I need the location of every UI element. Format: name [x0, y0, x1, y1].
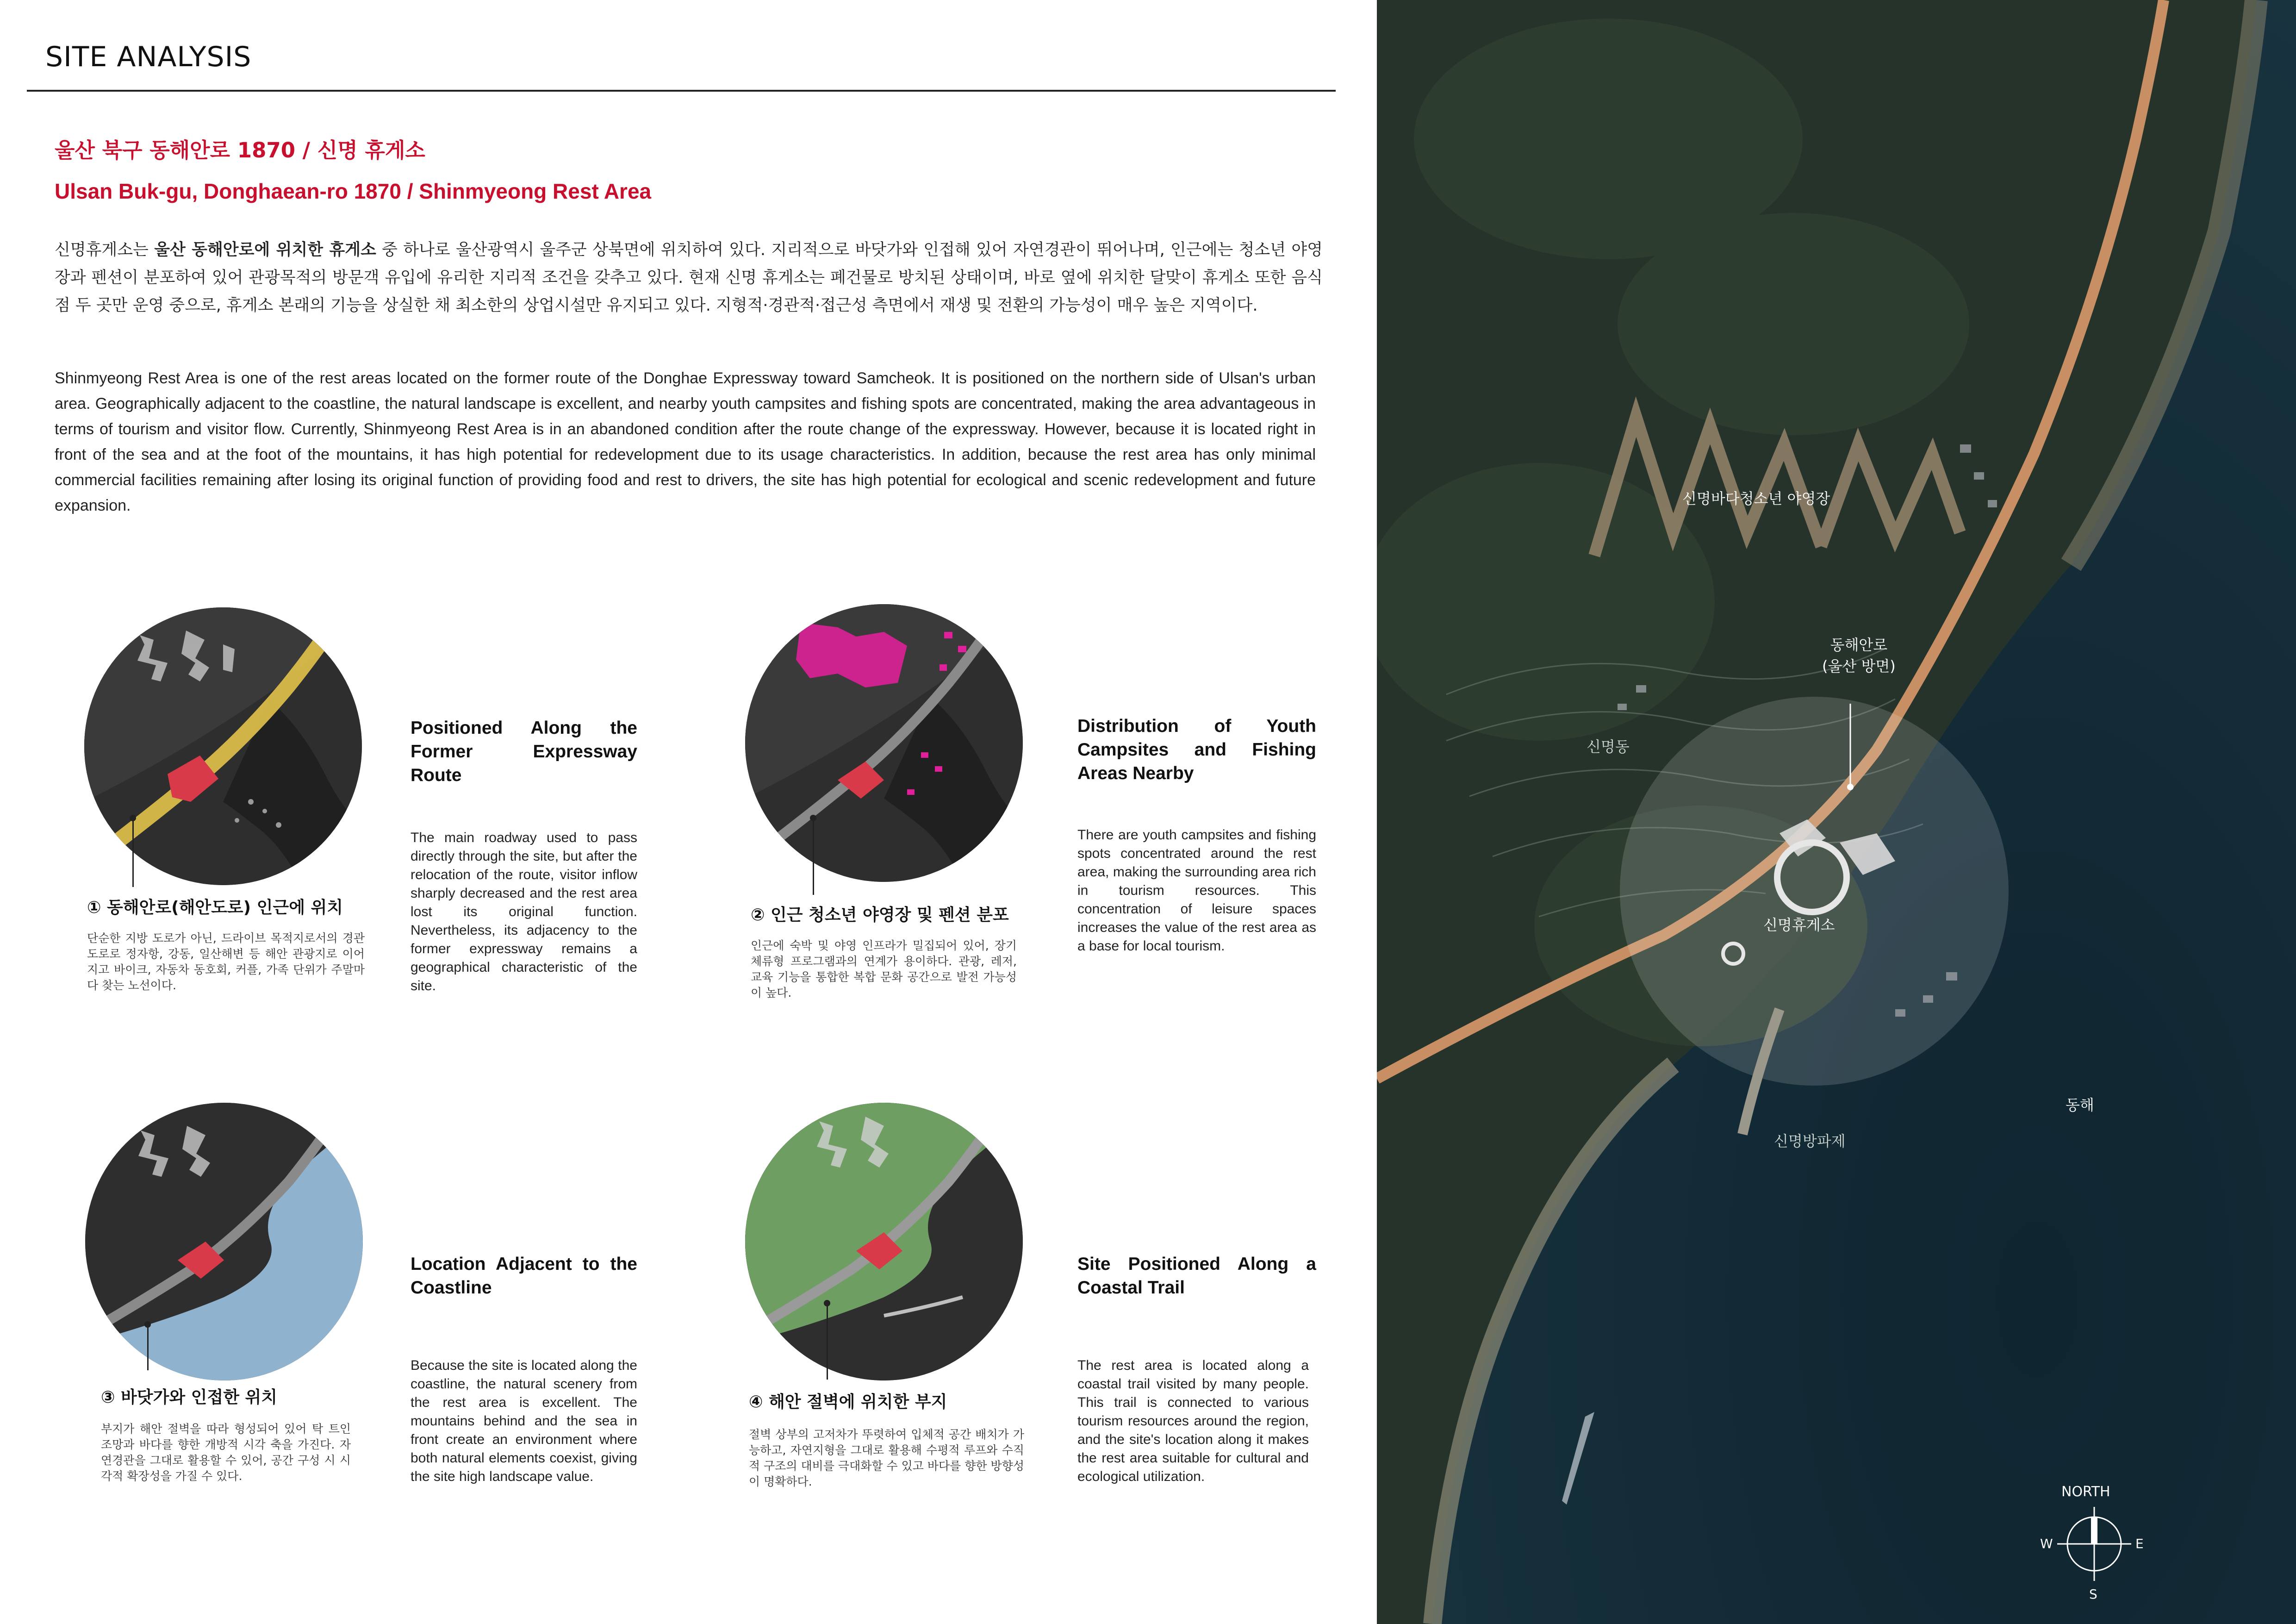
- map-label-road: [1822, 633, 1896, 676]
- analysis-map-1-graphic: [84, 607, 362, 885]
- analysis-2-leader: [813, 818, 814, 895]
- analysis-3-leader: [147, 1324, 149, 1370]
- analysis-map-3: [85, 1103, 363, 1380]
- site-map: [1377, 0, 2296, 1624]
- intro-korean-rest: 중 하나로 울산광역시 울주군 상북면에 위치하여 있다. 지리적으로 바닷가와 인접해 있어 자연경관이 뛰어나며, 인근에는 청소년 야영장과 펜션이 분포하여 있어 관광목적의 방문객 유입에 유리한 지리적 조건을 갖추고 있다. 현재 신명 휴게소는 폐건물로 방치된 상태이며, 바로 옆에 위치한 달맞이 휴게소 또한 음식점 두 곳만 운영 중으로, 휴게소 본래의 기능을 상실한 채 최소한의 상업시설만 유지되고 있다. 지형적·경관적·접근성 측면에서 재생 및 전환의 가능성이 매우 높은 지역이다.: [55, 241, 1323, 315]
- analysis-1-caption-desc: 단순한 지방 도로가 아닌, 드라이브 목적지로서의 경관 도로로 정자항, 강동, 일산해변 등 해안 관광지로 이어지고 바이크, 자동차 동호회, 커플, 가족 단위가 주말마다 찾는 노선이다.: [87, 931, 365, 992]
- analysis-map-1: [84, 607, 362, 885]
- analysis-3-caption-desc: 부지가 해안 절벽을 따라 형성되어 있어 탁 트인 조망과 바다를 향한 개방적 시각 축을 가진다. 자연경관을 그대로 활용할 수 있어, 공간 구성 시 시각적 확장성을 가질 수 있다.: [101, 1422, 351, 1483]
- compass-south-label: S: [2089, 1587, 2097, 1602]
- analysis-4-body: The rest area is located along a coastal trail visited by many people. This trail is connected to various tourism resources around the region, and the site's location along it makes the rest area suitable for cultural and ecological utilization.: [1077, 1358, 1309, 1484]
- analysis-2-heading: Distribution of Youth Campsites and Fishing Areas Nearby: [1077, 716, 1316, 783]
- analysis-map-4-graphic: [745, 1103, 1023, 1380]
- map-label-sea: 동해: [2066, 1096, 2094, 1114]
- analysis-4-leader-dot: [824, 1300, 830, 1306]
- map-label-road-direction: (울산 방면): [1822, 657, 1896, 675]
- site-map-graphic: [1377, 0, 2296, 1624]
- analysis-1-heading: Positioned Along the Former Expressway Route: [411, 718, 637, 785]
- compass-west-label: W: [2040, 1536, 2053, 1551]
- compass-east-label: E: [2135, 1536, 2144, 1551]
- analysis-4-caption-desc: 절벽 상부의 고저차가 뚜렷하여 입체적 공간 배치가 가능하고, 자연지형을 그대로 활용해 수평적 루프와 수직적 구조의 대비를 극대화할 수 있고 바다를 향한 방향성이 명확하다.: [749, 1428, 1024, 1488]
- analysis-3-caption: ③ 바닷가와 인접한 위치: [101, 1388, 278, 1407]
- analysis-1-body: The main roadway used to pass directly through the site, but after the relocation of the route, visitor inflow sharply decreased and the rest area lost its original function. Nevertheless, its adjacency to the former expressway remains a geographical characteristic of the site.: [411, 830, 637, 993]
- analysis-1-caption: ① 동해안로(해안도로) 인근에 위치: [87, 898, 343, 917]
- analysis-3-heading: Location Adjacent to the Coastline: [411, 1254, 637, 1298]
- intro-korean: [55, 236, 1323, 319]
- analysis-map-2: [745, 604, 1023, 882]
- analysis-2-body: There are youth campsites and fishing spots concentrated around the rest area, making the surrounding area rich in tourism resources. This concentration of leisure spaces increases the value of the rest area as a base for local tourism.: [1077, 827, 1316, 954]
- analysis-4-heading: Site Positioned Along a Coastal Trail: [1077, 1254, 1316, 1298]
- intro-english: Shinmyeong Rest Area is one of the rest areas located on the former route of the Donghae Expressway toward Samcheok. It is positioned on the northern side of Ulsan's urban area. Geographically adjacent to the coastline, the natural landscape is excellent, and nearby youth campsites and fishing spots are concentrated, making the area advantageous in terms of tourism and visitor flow. Currently, Shinmyeong Rest Area is in an abandoned condition after the route change of the expressway. However, because it is located right in front of the sea and at the foot of the mountains, it has high potential for redevelopment due to its usage characteristics. In addition, because the rest area has only minimal commercial facilities remaining after losing its original function of providing food and rest to drivers, the site has high potential for ecological and scenic redevelopment and future expansion.: [55, 369, 1316, 514]
- analysis-2-caption-desc: 인근에 숙박 및 야영 인프라가 밀집되어 있어, 장기 체류형 프로그램과의 연계가 용이하다. 관광, 레저, 교육 기능을 통합한 복합 문화 공간으로 발전 가능성이 높다.: [751, 939, 1017, 999]
- analysis-1-leader-dot: [130, 815, 136, 821]
- address-english: Ulsan Buk-gu, Donghaean-ro 1870 / Shinmyeong Rest Area: [55, 179, 652, 203]
- analysis-2-caption: ② 인근 청소년 야영장 및 펜션 분포: [751, 906, 1009, 924]
- analysis-3-leader-dot: [144, 1321, 151, 1328]
- compass-north-label: NORTH: [2061, 1484, 2110, 1500]
- intro-korean-lead: 신명휴게소는: [55, 241, 155, 259]
- map-label-road-name: 동해안로: [1830, 636, 1888, 654]
- page-title: SITE ANALYSIS: [45, 41, 252, 73]
- map-label-village: 신명동: [1587, 738, 1630, 756]
- address-korean: 울산 북구 동해안로 1870 / 신명 휴게소: [55, 138, 425, 162]
- analysis-map-3-graphic: [85, 1103, 363, 1380]
- map-label-breakwater: 신명방파제: [1774, 1132, 1846, 1150]
- analysis-2-leader-dot: [810, 815, 816, 821]
- compass-rose: [2057, 1507, 2131, 1581]
- analysis-map-2-graphic: [745, 604, 1023, 882]
- analysis-3-body: Because the site is located along the coastline, the natural scenery from the rest area is excellent. The mountains behind and the sea in front create an environment where both natural elements coexist, giving the site high landscape value.: [411, 1358, 637, 1484]
- title-divider: [27, 90, 1336, 92]
- map-label-campsite: 신명바다청소년 야영장: [1682, 490, 1830, 507]
- analysis-map-4: [745, 1103, 1023, 1380]
- map-label-rest-area: 신명휴게소: [1763, 916, 1835, 934]
- analysis-4-leader: [827, 1304, 828, 1380]
- compass-icon: [2040, 1484, 2144, 1604]
- intro-korean-highlight: 울산 동해안로에 위치한 휴게소: [154, 241, 376, 259]
- analysis-1-leader: [132, 818, 134, 887]
- analysis-4-caption: ④ 해안 절벽에 위치한 부지: [749, 1393, 947, 1412]
